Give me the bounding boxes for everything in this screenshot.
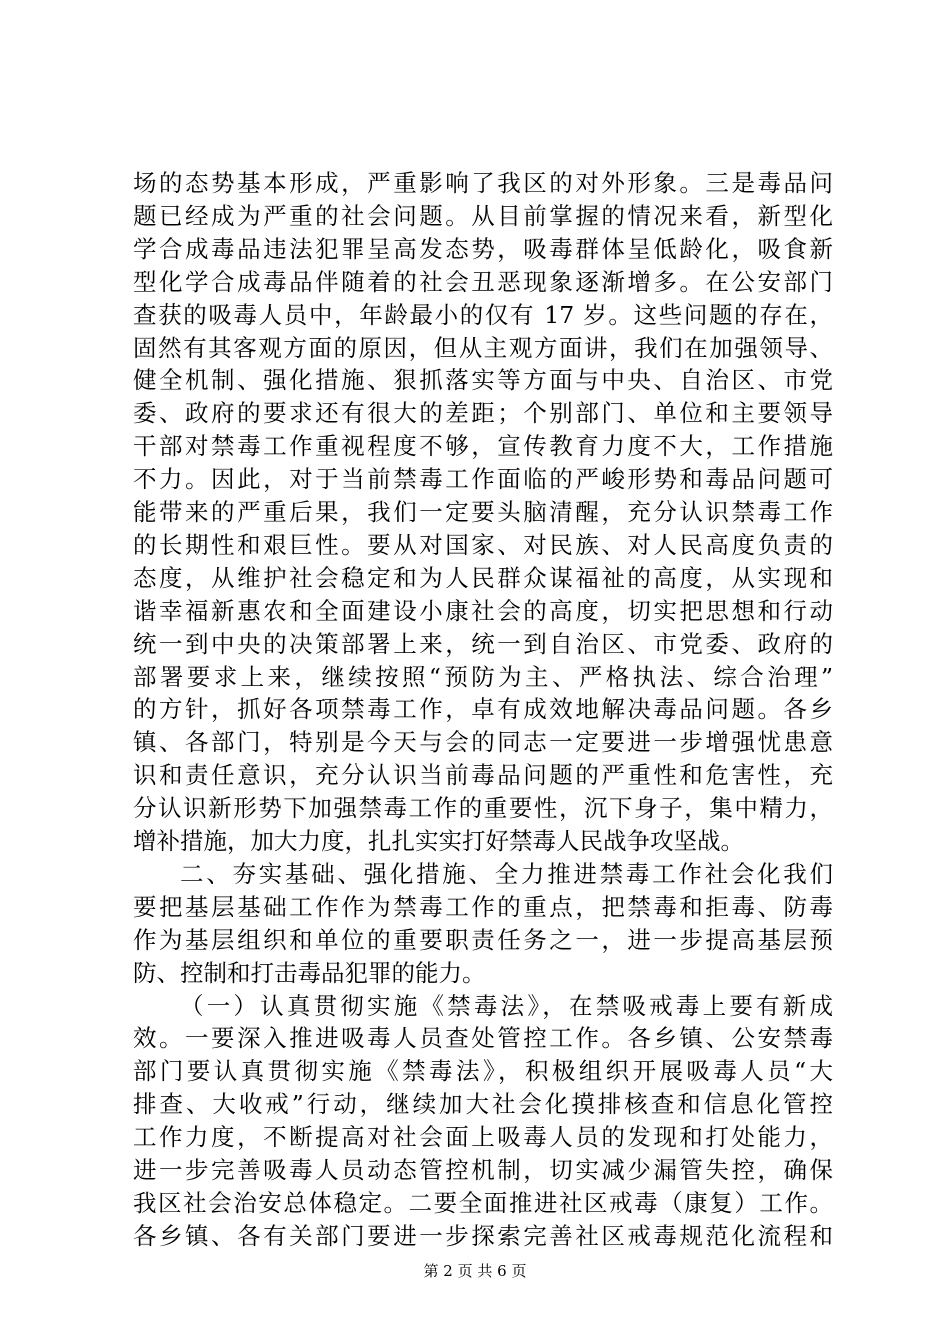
text-line: 委、政府的要求还有很大的差距；个别部门、单位和主要领导 <box>133 399 833 427</box>
text-line: 分认识新形势下加强禁毒工作的重要性，沉下身子，集中精力， <box>133 794 833 822</box>
subsection-heading-line: （一）认真贯彻实施《禁毒法》，在禁吸戒毒上要有新成 <box>180 992 833 1020</box>
text-line: 态度，从维护社会稳定和为人民群众谋福祉的高度，从实现和 <box>133 564 833 592</box>
text-line: 题已经成为严重的社会问题。从目前掌握的情况来看，新型化 <box>133 202 833 230</box>
text-line: 能带来的严重后果，我们一定要头脑清醒，充分认识禁毒工作 <box>133 498 833 526</box>
text-line: 排查、大收戒”行动，继续加大社会化摸排核查和信息化管控 <box>133 1090 833 1118</box>
text-line: 我区社会治安总体稳定。二要全面推进社区戒毒（康复）工作。 <box>133 1189 833 1217</box>
text-line: 效。一要深入推进吸毒人员查处管控工作。各乡镇、公安禁毒 <box>133 1024 833 1052</box>
text-line: 不力。因此，对于当前禁毒工作面临的严峻形势和毒品问题可 <box>133 465 833 493</box>
page-number-footer: 第 2 页 共 6 页 <box>423 1262 527 1280</box>
text-line: 识和责任意识，充分认识当前毒品问题的严重性和危害性，充 <box>133 761 833 789</box>
text-line: 工作力度，不断提高对社会面上吸毒人员的发现和打处能力， <box>133 1123 833 1151</box>
text-line: 查获的吸毒人员中，年龄最小的仅有 17 岁。这些问题的存在， <box>133 301 833 329</box>
text-line: 学合成毒品违法犯罪呈高发态势，吸毒群体呈低龄化，吸食新 <box>133 235 833 263</box>
text-line: 谐幸福新惠农和全面建设小康社会的高度，切实把思想和行动 <box>133 597 833 625</box>
text-line: 健全机制、强化措施、狠抓落实等方面与中央、自治区、市党 <box>133 366 833 394</box>
text-line: 部署要求上来，继续按照“预防为主、严格执法、综合治理” <box>133 663 833 691</box>
text-line: 作为基层组织和单位的重要职责任务之一，进一步提高基层预 <box>133 926 833 954</box>
text-line: 场的态势基本形成，严重影响了我区的对外形象。三是毒品问 <box>133 169 833 197</box>
section-heading-line: 二、夯实基础、强化措施、全力推进禁毒工作社会化我们 <box>180 860 833 888</box>
text-line: 镇、各部门，特别是今天与会的同志一定要进一步增强忧患意 <box>133 728 833 756</box>
text-line: 部门要认真贯彻实施《禁毒法》，积极组织开展吸毒人员“大 <box>133 1057 833 1085</box>
text-line: 型化学合成毒品伴随着的社会丑恶现象逐渐增多。在公安部门 <box>133 268 833 296</box>
text-line: 防、控制和打击毒品犯罪的能力。 <box>133 959 486 987</box>
text-line: 要把基层基础工作作为禁毒工作的重点，把禁毒和拒毒、防毒 <box>133 893 833 921</box>
text-line: 增补措施，加大力度，扎扎实实打好禁毒人民战争攻坚战。 <box>133 827 744 855</box>
text-line: 的方针，抓好各项禁毒工作，卓有成效地解决毒品问题。各乡 <box>133 695 833 723</box>
text-line: 干部对禁毒工作重视程度不够，宣传教育力度不大，工作措施 <box>133 432 833 460</box>
text-line: 进一步完善吸毒人员动态管控机制，切实减少漏管失控，确保 <box>133 1156 833 1184</box>
text-line: 的长期性和艰巨性。要从对国家、对民族、对人民高度负责的 <box>133 531 833 559</box>
text-line: 各乡镇、各有关部门要进一步探索完善社区戒毒规范化流程和 <box>133 1222 833 1250</box>
text-line: 统一到中央的决策部署上来，统一到自治区、市党委、政府的 <box>133 630 833 658</box>
text-line: 固然有其客观方面的原因，但从主观方面讲，我们在加强领导、 <box>133 334 833 362</box>
